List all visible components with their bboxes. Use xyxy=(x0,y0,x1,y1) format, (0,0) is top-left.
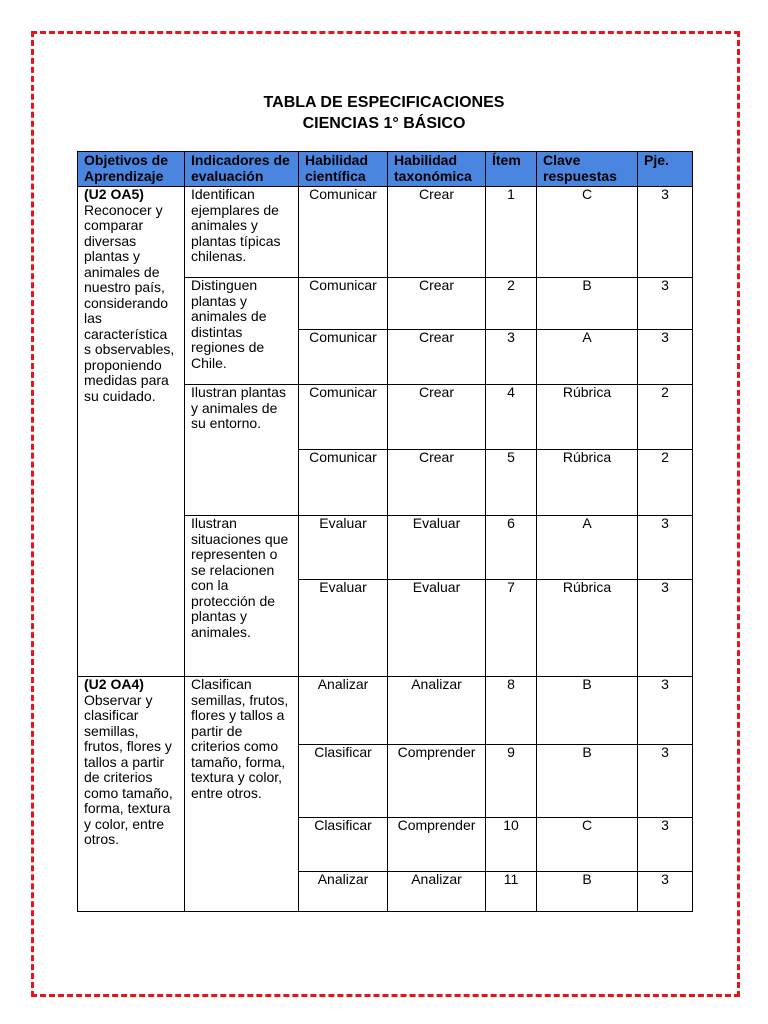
habilidad-cientifica-cell: Comunicar xyxy=(299,385,388,450)
item-cell: 6 xyxy=(486,516,537,580)
table-row xyxy=(78,677,693,745)
item-cell: 3 xyxy=(486,330,537,385)
item-cell: 8 xyxy=(486,677,537,745)
clave-cell: B xyxy=(537,745,638,818)
habilidad-taxonomica-cell: Crear xyxy=(388,187,486,278)
clave-cell: B xyxy=(537,872,638,912)
header-clave: Clave respuestas xyxy=(537,152,638,187)
indicator-cell: Ilustran situaciones que representen o se relacionen con la protección de plantas y animales. xyxy=(185,516,299,677)
objective-code: (U2 OA5) xyxy=(84,186,144,202)
clave-cell: A xyxy=(537,330,638,385)
habilidad-cientifica-cell: Comunicar xyxy=(299,187,388,278)
header-pje: Pje. xyxy=(638,152,693,187)
item-cell: 2 xyxy=(486,278,537,330)
pje-cell: 3 xyxy=(638,872,693,912)
item-cell: 4 xyxy=(486,385,537,450)
pje-cell: 3 xyxy=(638,580,693,677)
objective-text: Observar y clasificar semillas, frutos, flores y tallos a partir de criterios como tamaño, forma, textura y color, entre otros. xyxy=(84,691,173,847)
habilidad-cientifica-cell: Analizar xyxy=(299,677,388,745)
objective-code: (U2 OA4) xyxy=(84,676,144,692)
indicator-cell: Identifican ejemplares de animales y plantas típicas chilenas. xyxy=(185,187,299,278)
habilidad-cientifica-cell: Comunicar xyxy=(299,450,388,516)
item-cell: 1 xyxy=(486,187,537,278)
indicator-cell: Ilustran plantas y animales de su entorno. xyxy=(185,385,299,516)
habilidad-cientifica-cell: Clasificar xyxy=(299,745,388,818)
header-habilidad-taxonomica: Habilidad taxonómica xyxy=(388,152,486,187)
pje-cell: 3 xyxy=(638,278,693,330)
pje-cell: 3 xyxy=(638,745,693,818)
item-cell: 7 xyxy=(486,580,537,677)
header-item: Ítem xyxy=(486,152,537,187)
clave-cell: B xyxy=(537,278,638,330)
habilidad-taxonomica-cell: Crear xyxy=(388,330,486,385)
objective-cell xyxy=(78,677,185,912)
habilidad-taxonomica-cell: Comprender xyxy=(388,745,486,818)
item-cell: 9 xyxy=(486,745,537,818)
clave-cell: Rúbrica xyxy=(537,580,638,677)
header-habilidad-cientifica: Habilidad científica xyxy=(299,152,388,187)
pje-cell: 2 xyxy=(638,385,693,450)
pje-cell: 3 xyxy=(638,187,693,278)
header-objetivos: Objetivos de Aprendizaje xyxy=(78,152,185,187)
clave-cell: C xyxy=(537,818,638,872)
clave-cell: C xyxy=(537,187,638,278)
habilidad-cientifica-cell: Analizar xyxy=(299,872,388,912)
habilidad-taxonomica-cell: Analizar xyxy=(388,872,486,912)
clave-cell: B xyxy=(537,677,638,745)
habilidad-taxonomica-cell: Analizar xyxy=(388,677,486,745)
pje-cell: 3 xyxy=(638,677,693,745)
item-cell: 5 xyxy=(486,450,537,516)
habilidad-taxonomica-cell: Evaluar xyxy=(388,516,486,580)
habilidad-taxonomica-cell: Crear xyxy=(388,385,486,450)
objective-text: Reconocer y comparar diversas plantas y animales de nuestro país, considerando las característica s observables, proponiendo medidas para su cuidado. xyxy=(84,201,175,404)
header-row xyxy=(78,152,693,187)
pje-cell: 2 xyxy=(638,450,693,516)
pje-cell: 3 xyxy=(638,330,693,385)
habilidad-taxonomica-cell: Crear xyxy=(388,450,486,516)
item-cell: 11 xyxy=(486,872,537,912)
habilidad-cientifica-cell: Evaluar xyxy=(299,580,388,677)
table-row xyxy=(78,187,693,278)
habilidad-taxonomica-cell: Comprender xyxy=(388,818,486,872)
item-cell: 10 xyxy=(486,818,537,872)
table-title: TABLA DE ESPECIFICACIONES xyxy=(263,94,505,111)
table-subtitle: CIENCIAS 1° BÁSICO xyxy=(302,115,466,132)
clave-cell: Rúbrica xyxy=(537,385,638,450)
habilidad-taxonomica-cell: Evaluar xyxy=(388,580,486,677)
habilidad-taxonomica-cell: Crear xyxy=(388,278,486,330)
indicator-cell: Distinguen plantas y animales de distintas regiones de Chile. xyxy=(185,278,299,385)
objective-cell xyxy=(78,187,185,677)
clave-cell: Rúbrica xyxy=(537,450,638,516)
pje-cell: 3 xyxy=(638,516,693,580)
habilidad-cientifica-cell: Comunicar xyxy=(299,278,388,330)
specifications-table xyxy=(77,151,693,912)
pje-cell: 3 xyxy=(638,818,693,872)
indicator-cell: Clasifican semillas, frutos, flores y tallos a partir de criterios como tamaño, forma, textura y color, entre otros. xyxy=(185,677,299,912)
habilidad-cientifica-cell: Clasificar xyxy=(299,818,388,872)
habilidad-cientifica-cell: Evaluar xyxy=(299,516,388,580)
habilidad-cientifica-cell: Comunicar xyxy=(299,330,388,385)
clave-cell: A xyxy=(537,516,638,580)
header-indicadores: Indicadores de evaluación xyxy=(185,152,299,187)
